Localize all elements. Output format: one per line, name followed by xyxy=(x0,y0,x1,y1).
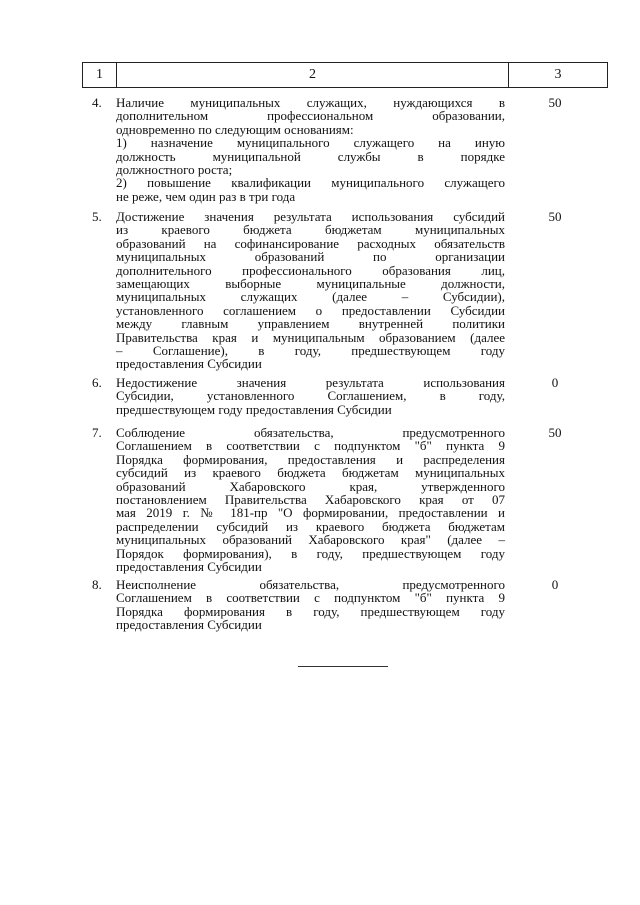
end-divider xyxy=(298,666,388,667)
text-line: образований Хабаровского края, утвержденного xyxy=(116,478,505,494)
text-line: установленного соглашением о предоставлении Субсидии xyxy=(116,302,505,318)
text-line: должностного роста; xyxy=(116,162,233,178)
text-line: субсидий из краевого бюджета бюджетам муниципальных xyxy=(116,465,505,481)
text-line: 1) назначение муниципального служащего на иную xyxy=(116,135,505,151)
text-line: постановлением Правительства Хабаровского края от 07 xyxy=(116,492,505,508)
row-value: 50 xyxy=(548,209,562,224)
text-line: из краевого бюджета бюджетам муниципальных xyxy=(116,222,505,238)
text-line: муниципальных образований Хабаровского края" (далее – xyxy=(116,532,505,548)
text-line: дополнительном профессиональном образовании, xyxy=(116,108,505,124)
row-text xyxy=(116,578,505,632)
text-line: мая 2019 г. № 181-пр "О формировании, предоставлении и xyxy=(116,505,505,521)
row-text xyxy=(116,210,505,371)
text-line: предоставления Субсидии xyxy=(116,617,262,633)
row-number: 7. xyxy=(92,425,102,440)
header-col-3: 3 xyxy=(554,67,562,82)
header-col-2: 2 xyxy=(117,63,509,87)
text-line: между главным управлением внутренней политики xyxy=(116,316,505,332)
row-number: 4. xyxy=(92,95,102,110)
text-line: должность муниципальной службы в порядке xyxy=(116,148,505,164)
text-line: предоставления Субсидии xyxy=(116,356,262,372)
text-line: Недостижение значения результата использования xyxy=(116,375,505,390)
header-col-1: 1 xyxy=(83,63,117,87)
row-text xyxy=(116,96,505,203)
table-header xyxy=(82,62,608,88)
text-line: распределении субсидий из краевого бюджета бюджетам xyxy=(116,518,505,534)
text-line: – Соглашение), в году, предшествующем году xyxy=(116,343,505,359)
row-number: 6. xyxy=(92,375,102,390)
text-line: Порядка формирования, предоставления и распределения xyxy=(116,451,505,467)
text-line: Наличие муниципальных служащих, нуждающихся в xyxy=(116,95,505,110)
row-value: 0 xyxy=(551,577,559,592)
row-text xyxy=(116,426,505,573)
row-text xyxy=(116,376,505,416)
text-line: Неисполнение обязательства, предусмотренного xyxy=(116,577,505,592)
text-line: Порядок формирования), в году, предшествующем году xyxy=(116,545,505,561)
row-value: 0 xyxy=(551,375,559,390)
text-line: 2) повышение квалификации муниципального служащего xyxy=(116,175,505,191)
text-line: Порядка формирования в году, предшествующем году xyxy=(116,603,505,619)
text-line: не реже, чем один раз в три года xyxy=(116,188,296,204)
text-line: Достижение значения результата использования субсидий xyxy=(116,209,505,224)
text-line: замещающих выборные муниципальные должности, xyxy=(116,276,505,292)
text-line: Субсидии, установленного Соглашением, в году, xyxy=(116,388,505,404)
text-line: предоставления Субсидии xyxy=(116,559,262,575)
row-value: 50 xyxy=(548,425,562,440)
text-line: муниципальных образований по организации xyxy=(116,249,505,265)
text-line: Соглашением в соответствии с подпунктом "б" пункта 9 xyxy=(116,438,505,454)
row-number: 8. xyxy=(92,577,102,592)
row-number: 5. xyxy=(92,209,102,224)
text-line: одновременно по следующим основаниям: xyxy=(116,121,354,137)
text-line: Правительства края и муниципальным образованием (далее xyxy=(116,329,505,345)
text-line: Соблюдение обязательства, предусмотренного xyxy=(116,425,505,440)
text-line: дополнительного профессионального образования лиц, xyxy=(116,262,505,278)
text-line: предшествующем году предоставления Субсидии xyxy=(116,401,392,417)
text-line: образований на софинансирование расходных обязательств xyxy=(116,235,505,251)
row-value: 50 xyxy=(548,95,562,110)
text-line: Соглашением в соответствии с подпунктом "б" пункта 9 xyxy=(116,590,505,606)
text-line: муниципальных служащих (далее – Субсидии), xyxy=(116,289,505,305)
